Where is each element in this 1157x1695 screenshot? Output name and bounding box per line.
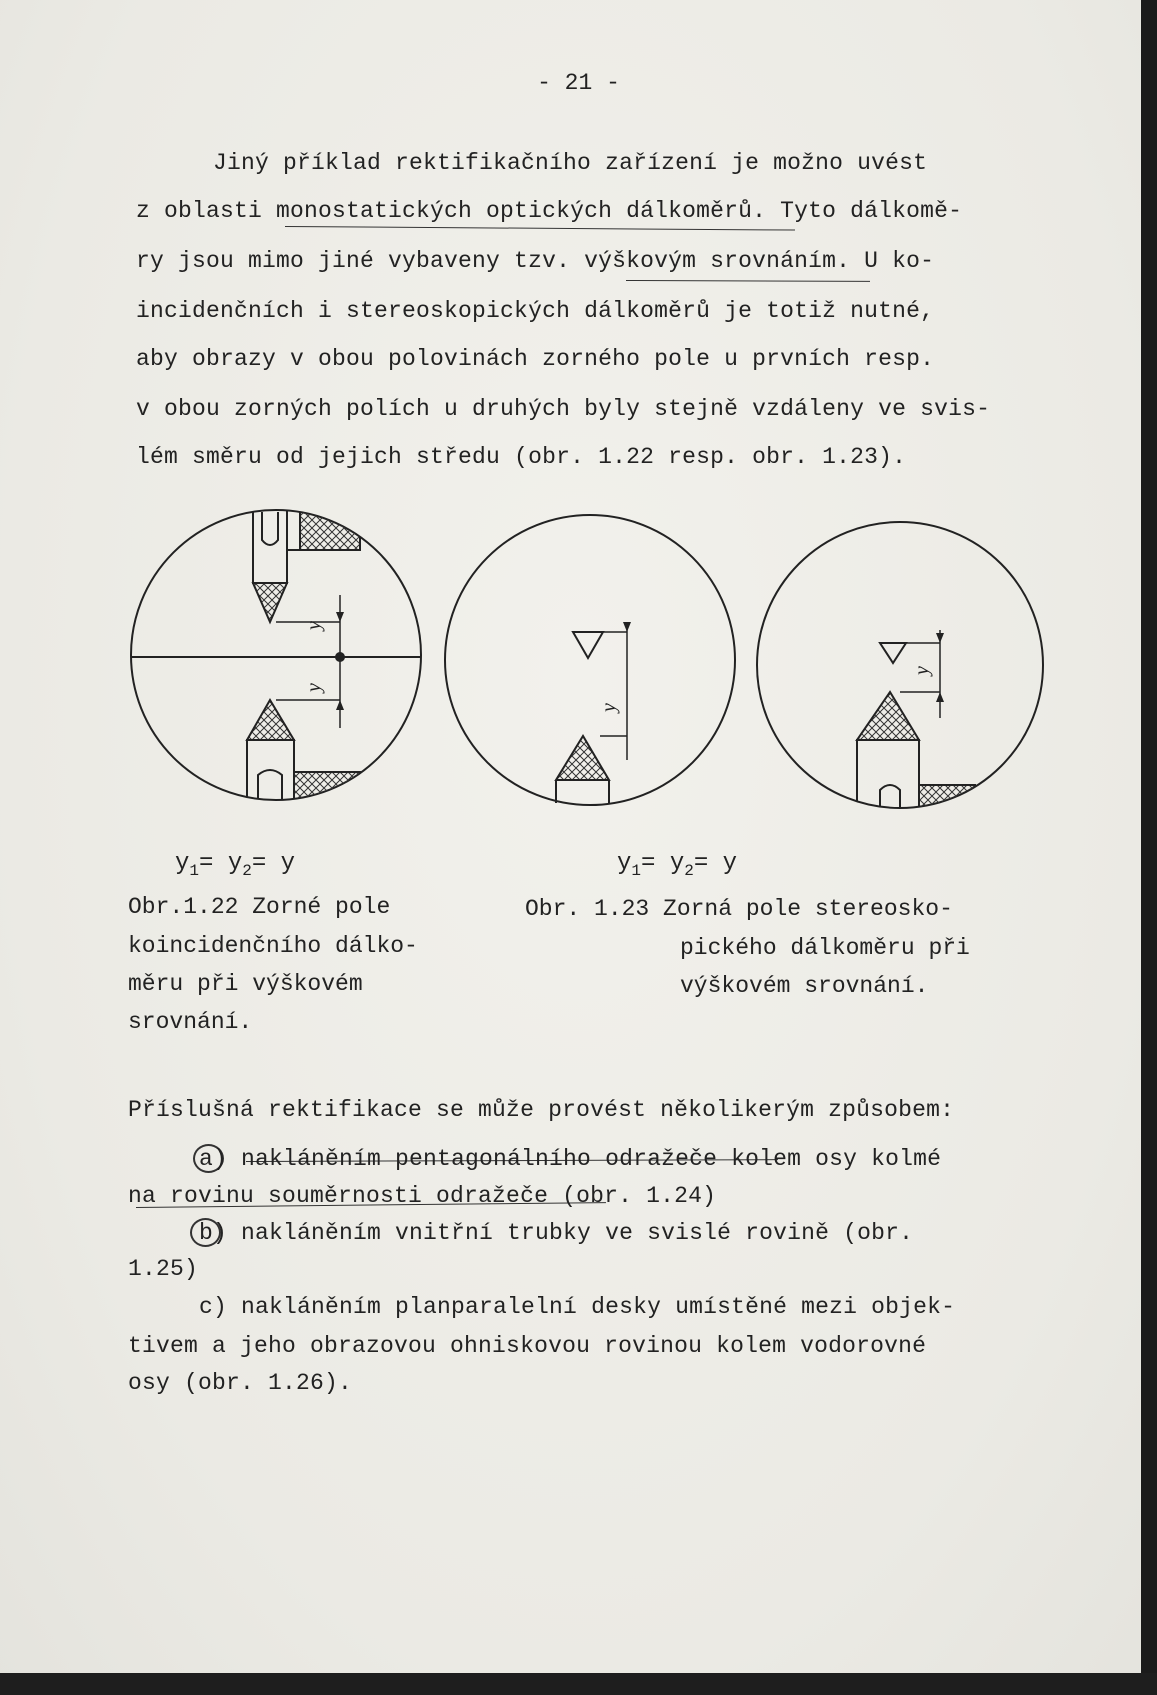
para1-line-7: lém směru od jejich středu (obr. 1.22 resp. obr. 1.23). — [136, 444, 907, 470]
para1-line-5: aby obrazy v obou polovinách zorného pole u prvních resp. — [136, 346, 935, 372]
para2-line-5: 1.25) — [128, 1256, 199, 1282]
para1-line-2: z oblasti monostatických optických dálkoměrů. Tyto dálkomě- — [136, 198, 963, 224]
para1-line-6: v obou zorných polích u druhých byly stejně vzdáleny ve svis- — [136, 396, 991, 422]
field-of-view-coincidence — [120, 505, 432, 810]
label-y1-fig2: y — [598, 703, 620, 712]
caption-1-23-line-3: výškovém srovnání. — [680, 973, 929, 999]
label-y1-fig3: y — [911, 666, 933, 675]
field-of-view-stereo-left — [445, 515, 735, 805]
caption-1-23-line-2: pického dálkoměru při — [680, 935, 970, 961]
page-number: - 21 - — [537, 70, 620, 96]
para2-line-1: Příslušná rektifikace se může provést několikerým způsobem: — [128, 1097, 955, 1123]
para2-line-4: b) nakláněním vnitřní trubky ve svislé rovině (obr. — [199, 1220, 914, 1246]
field-of-view-stereo-right — [757, 522, 1043, 815]
equation-fig-1-22: $y_1= y_2= y$ — [175, 850, 296, 880]
label-y2-fig1: y — [303, 683, 325, 692]
caption-1-22-line-3: měru při výškovém — [128, 971, 363, 997]
equation-fig-1-23: $y_1= y_2= y$ — [617, 850, 738, 880]
caption-1-23-line-1: Obr. 1.23 Zorná pole stereosko- — [525, 896, 953, 922]
para1-line-1: Jiný příklad rektifikačního zařízení je možno uvést — [213, 150, 928, 176]
para2-line-8: osy (obr. 1.26). — [128, 1370, 353, 1396]
caption-1-22-line-2: koincidenčního dálko- — [128, 933, 418, 959]
para2-line-7: tivem a jeho obrazovou ohniskovou rovinou kolem vodorovné — [128, 1333, 927, 1359]
label-y1-fig1: y — [303, 621, 325, 630]
caption-1-22-line-1: Obr.1.22 Zorné pole — [128, 894, 391, 920]
para2-line-3: na rovinu souměrnosti odražeče (obr. 1.24) — [128, 1183, 717, 1209]
para2-line-6: c) nakláněním planparalelní desky umístěné mezi objek- — [199, 1294, 956, 1320]
caption-1-22-line-4: srovnání. — [128, 1009, 253, 1035]
para1-line-3: ry jsou mimo jiné vybaveny tzv. výškovým srovnáním. U ko- — [136, 248, 935, 274]
para2-line-2: a) nakláněním pentagonálního odražeče kolem osy kolmé — [199, 1146, 942, 1172]
para1-line-4: incidenčních i stereoskopických dálkoměrů je totiž nutné, — [136, 298, 935, 324]
